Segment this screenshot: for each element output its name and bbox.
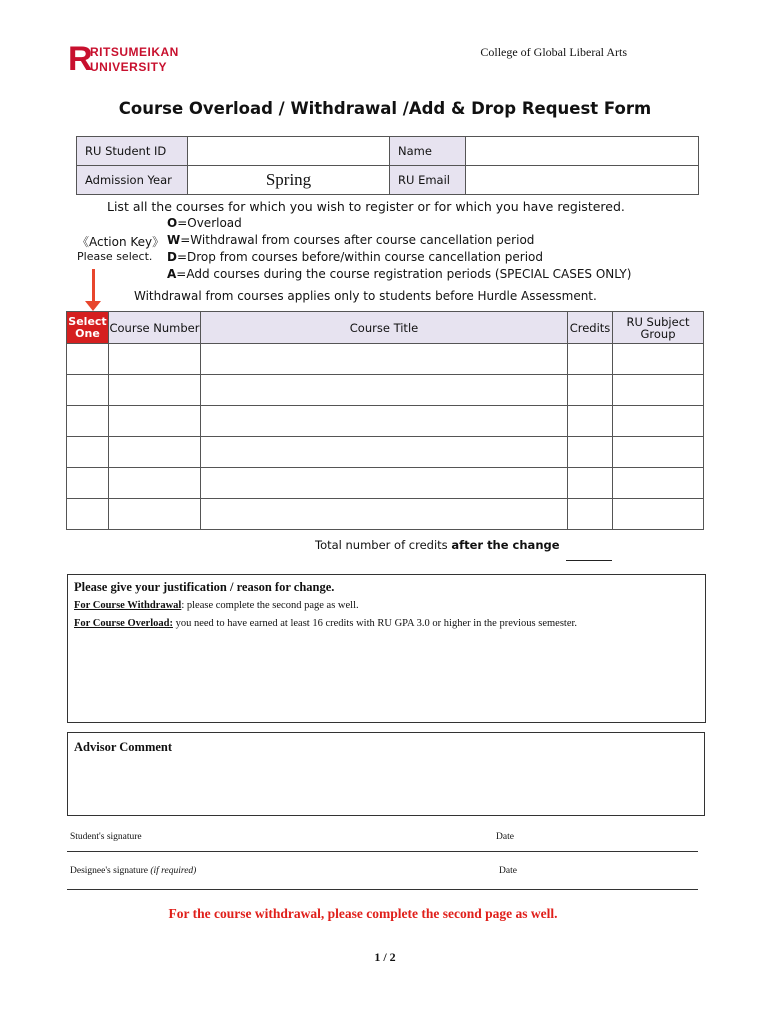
table-row (67, 344, 704, 375)
withdrawal-label: For Course Withdrawal (74, 600, 182, 611)
select-cell[interactable] (67, 344, 109, 375)
credits-cell[interactable] (568, 344, 613, 375)
designee-signature-label (70, 866, 196, 876)
arrow-head-icon (85, 301, 101, 311)
course-title-cell[interactable] (201, 437, 568, 468)
course-number-cell[interactable] (109, 437, 201, 468)
please-select-label: Please select. (77, 250, 153, 263)
key-text: =Withdrawal from courses after course cancellation period (180, 233, 535, 247)
key-code: A (167, 267, 177, 281)
advisor-comment-box[interactable] (67, 732, 705, 816)
course-title-cell[interactable] (201, 375, 568, 406)
credits-cell[interactable] (568, 468, 613, 499)
table-row (67, 499, 704, 530)
email-field[interactable] (466, 166, 699, 195)
select-cell[interactable] (67, 375, 109, 406)
subject-group-cell[interactable] (613, 468, 704, 499)
student-signature-line[interactable] (67, 851, 698, 852)
college-name: College of Global Liberal Arts (480, 45, 627, 59)
student-id-field[interactable] (188, 137, 390, 166)
key-code: D (167, 250, 177, 264)
total-credits-field[interactable] (566, 560, 612, 561)
select-cell[interactable] (67, 499, 109, 530)
withdrawal-note: Withdrawal from courses applies only to students before Hurdle Assessment. (134, 289, 597, 303)
key-text: =Add courses during the course registration periods (SPECIAL CASES ONLY) (176, 267, 632, 281)
action-key-label: 《Action Key》 (77, 235, 165, 249)
overload-instruction (74, 618, 577, 629)
student-id-label: RU Student ID (77, 137, 188, 166)
key-overload (167, 216, 242, 230)
total-credits-label (315, 538, 560, 552)
key-text: =Overload (177, 216, 242, 230)
select-header-line1: Select (68, 314, 107, 328)
credits-cell[interactable] (568, 406, 613, 437)
key-text: =Drop from courses before/within course cancellation period (176, 250, 544, 264)
course-number-cell[interactable] (109, 375, 201, 406)
credits-cell[interactable] (568, 375, 613, 406)
subject-group-cell[interactable] (613, 437, 704, 468)
total-credits-prefix: Total number of credits (315, 538, 452, 552)
course-title-cell[interactable] (201, 499, 568, 530)
select-cell[interactable] (67, 437, 109, 468)
page-number: 1 / 2 (374, 950, 396, 964)
justification-box[interactable] (67, 574, 706, 723)
logo-letter: R (68, 40, 93, 78)
course-title-cell[interactable] (201, 406, 568, 437)
course-table (66, 311, 704, 530)
university-logo (68, 40, 188, 78)
key-code: W (167, 233, 181, 247)
key-withdrawal (167, 233, 534, 247)
designee-label: Designee's signature (70, 866, 151, 876)
key-drop (167, 250, 543, 264)
justification-heading: Please give your justification / reason for change. (74, 580, 335, 594)
footer-notice: For the course withdrawal, please complete the second page as well. (168, 906, 558, 921)
email-label: RU Email (390, 166, 466, 195)
subject-header-line2: Group (640, 326, 676, 341)
course-number-cell[interactable] (109, 406, 201, 437)
table-row (67, 437, 704, 468)
logo-line-1: RITSUMEIKAN (90, 45, 179, 59)
table-row (67, 375, 704, 406)
admission-year-field[interactable]: Spring (188, 166, 390, 195)
subject-group-cell[interactable] (613, 344, 704, 375)
advisor-heading: Advisor Comment (74, 740, 173, 754)
credits-cell[interactable] (568, 499, 613, 530)
overload-text: you need to have earned at least 16 credits with RU GPA 3.0 or higher in the previous semester. (172, 618, 578, 629)
key-code: O (167, 216, 178, 230)
course-number-cell[interactable] (109, 468, 201, 499)
name-field[interactable] (466, 137, 699, 166)
designee-date-label: Date (499, 866, 517, 876)
admission-year-label: Admission Year (77, 166, 188, 195)
designee-note: (if required) (150, 866, 197, 876)
withdrawal-instruction (74, 600, 359, 611)
select-cell[interactable] (67, 468, 109, 499)
select-one-header (67, 312, 109, 344)
subject-group-cell[interactable] (613, 375, 704, 406)
page-title: Course Overload / Withdrawal /Add & Drop Request Form (118, 99, 652, 118)
course-title-cell[interactable] (201, 344, 568, 375)
instructions-intro: List all the courses for which you wish to register or for which you have registered. (107, 199, 625, 214)
credits-header: Credits (568, 312, 613, 344)
designee-signature-line[interactable] (67, 889, 698, 890)
subject-group-cell[interactable] (613, 406, 704, 437)
student-date-label: Date (496, 832, 514, 842)
course-number-cell[interactable] (109, 499, 201, 530)
student-signature-label: Student's signature (70, 832, 142, 842)
course-number-cell[interactable] (109, 344, 201, 375)
total-credits-bold: after the change (451, 538, 560, 552)
student-info-table (76, 136, 699, 195)
subject-group-header (613, 312, 704, 344)
select-cell[interactable] (67, 406, 109, 437)
table-row (67, 406, 704, 437)
key-add (167, 267, 631, 281)
course-number-header: Course Number (109, 312, 201, 344)
overload-label: For Course Overload: (74, 618, 173, 629)
subject-group-cell[interactable] (613, 499, 704, 530)
arrow-down-icon (92, 269, 95, 303)
table-row (67, 468, 704, 499)
course-title-header: Course Title (201, 312, 568, 344)
select-header-line2: One (75, 326, 100, 340)
name-label: Name (390, 137, 466, 166)
subject-header-line1: RU Subject (626, 314, 690, 329)
course-title-cell[interactable] (201, 468, 568, 499)
credits-cell[interactable] (568, 437, 613, 468)
withdrawal-text: : please complete the second page as well. (181, 600, 359, 611)
logo-line-2: UNIVERSITY (90, 60, 168, 74)
